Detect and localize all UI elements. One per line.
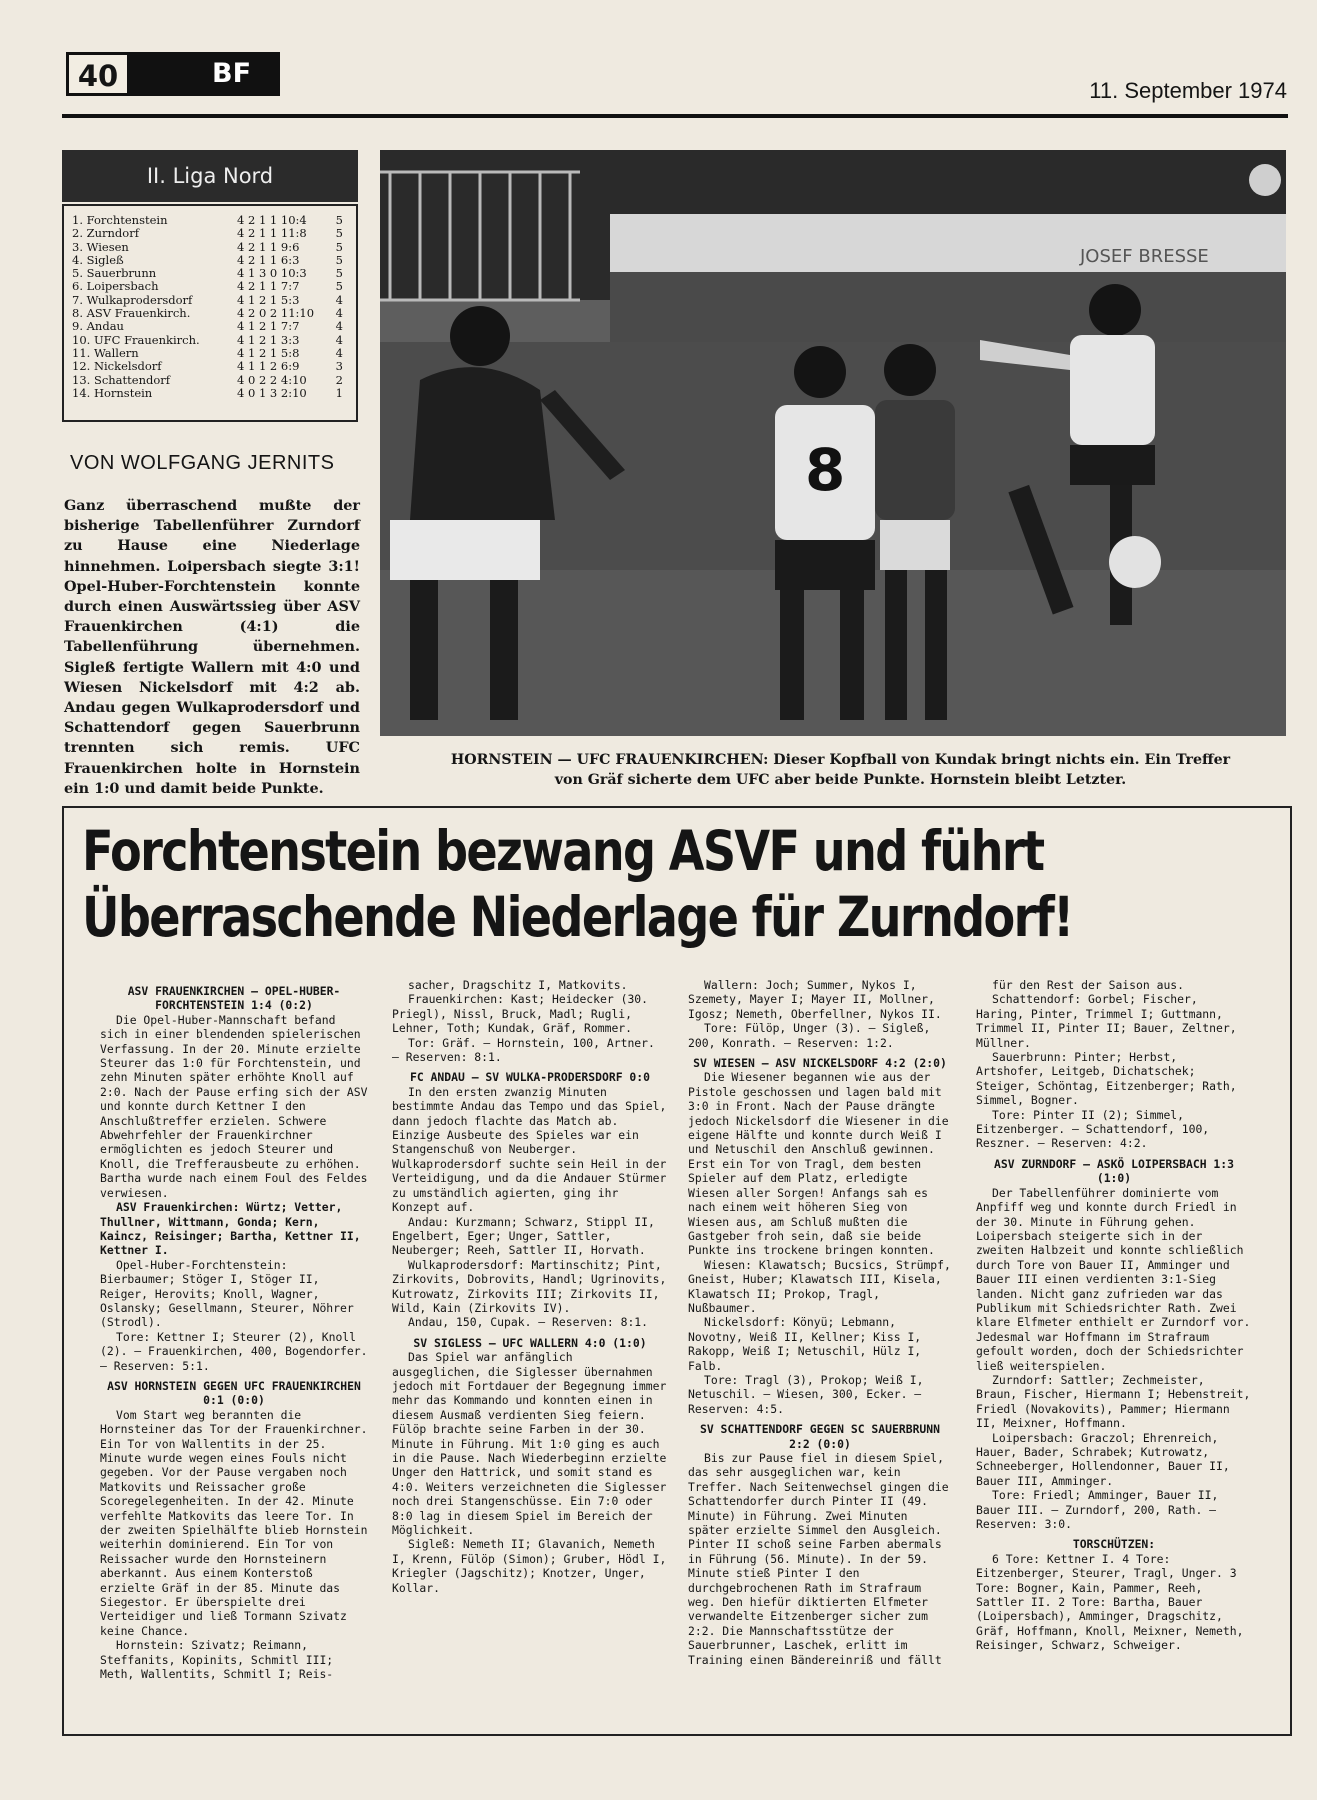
paragraph: Die Wiesener begannen wie aus der Pistole geschossen und lagen bald mit 3:0 in Front. Nach der Pause drängte jedoch Nickelsdorf die Wiesener in die eigene Hälfte und konnte durch Weiß I und Netuschil den Anschluß gewinnen. Erst ein Tor von Tragl, dem besten Spieler auf dem Platz, erledigte Wiesen aller Sorgen! Anfangs sah es nach einem weit höheren Sieg von Wiesen aus, am Schluß mußten die Gastgeber froh sein, daß sie beide Punkte ins trockene bringen konnten. (688, 1070, 949, 1258)
standings-row (72, 387, 348, 400)
photo-caption (388, 750, 1293, 790)
standings-row (72, 267, 348, 280)
team-record: 4 1 2 1 5:8 (237, 345, 300, 360)
lineup: ASV Frauenkirchen: Würtz; Vetter, Thullner, Wittmann, Gonda; Kern, Kaincz, Reisinger; Bartha, Kettner II, Kettner I. (100, 1200, 361, 1258)
scorers-heading: TORSCHÜTZEN: (1072, 1537, 1156, 1552)
standings-row (72, 320, 348, 333)
team-record: 4 0 1 3 2:10 (237, 385, 307, 400)
paragraph: In den ersten zwanzig Minuten bestimmte Andau das Tempo und das Spiel, dann jedoch flachte das Match ab. Einzige Ausbeute des Spieles war ein Stangenschuß von Neuberger. Wulkaprodersdorf suchte sein Heil in der Verteidigung, und da die Andauer Stürmer zu umständlich agierten, ging ihr Konzept auf. (392, 1084, 667, 1215)
headline (82, 818, 1090, 950)
paragraph: Bis zur Pause fiel in diesem Spiel, das sehr ausgeglichen war, kein Treffer. Nach Seitenwechsel gingen die Schattendorfer durch Pinter II (49. Minute) in Führung. Zwei Minuten später erzielte Simmel den Ausgleich. Pinter II schoß seine Farben abermals in Führung (56. Minute). In der 59. Minute stieß Pinter I den durchgebrochenen Rath im Strafraum weg. Den hiefür diktierten Elfmeter verwandelte Eitzenberger sicher zum 2:2. Die Mannschaftsstütze der Sauerbrunner, Laschek, erlitt im Training einen Bändereinriß und fällt (688, 1451, 949, 1667)
standings-row (72, 214, 348, 227)
team-name: 13. Schattendorf (72, 373, 171, 387)
team-name: 14. Hornstein (72, 386, 153, 400)
lineup: Wallern: Joch; Summer, Nykos I, Szemety, Mayer I; Mayer II, Mollner, Igosz; Nemeth, Oberfellner, Nykos II. (688, 978, 942, 1021)
league-table-title: II. Liga Nord (62, 150, 358, 202)
page-number: 40 (66, 52, 130, 96)
lineup: Wiesen: Klawatsch; Bucsics, Strümpf, Gneist, Huber; Klawatsch III, Kisela, Klawatsch II; Prokop, Tragl, Nußbaumer. (688, 1257, 951, 1315)
team-points: 1 (335, 385, 343, 400)
team-name: 1. Forchtenstein (72, 214, 168, 227)
team-record: 4 2 0 2 11:10 (237, 306, 315, 321)
team-name: 11. Wallern (72, 346, 139, 360)
match-heading: SV SCHATTENDORF GEGEN SC SAUERBRUNN 2:2 (0:0) (699, 1422, 941, 1451)
goals-line: Andau, 150, Cupak. — Reserven: 8:1. (408, 1315, 649, 1330)
team-name: 6. Loipersbach (72, 280, 159, 294)
standings-row (72, 280, 348, 293)
team-record: 4 1 1 2 6:9 (237, 359, 300, 374)
match-photo-illustration (380, 150, 1286, 736)
lead-paragraph: Ganz überraschend mußte der bisherige Tabellenführer Zurndorf zu Hause eine Niederlage hinnehmen. Loipersbach siegte 3:1! Opel-Huber-Forchtenstein konnte durch einen Auswärtssieg über ASV Frauenkirchen (4:1) die Tabellenführung übernehmen. Sigleß fertigte Wallern mit 4:0 und Wiesen Nickelsdorf mit 4:2 ab. Andau gegen Wulkaprodersdorf und Schattendorf gegen Sauerbrunn trennten sich remis. UFC Frauenkirchen holte in Hornstein ein 1:0 und damit beide Punkte. (64, 497, 360, 797)
lineup: Sigleß: Nemeth II; Glavanich, Nemeth I, Krenn, Fülöp (Simon); Gruber, Hödl I, Kriegler (Jagschitz); Knotzer, Unger, Kollar. (392, 1537, 667, 1595)
team-name: 9. Andau (72, 320, 124, 334)
team-name: 8. ASV Frauenkirch. (72, 307, 191, 321)
lineup: Andau: Kurzmann; Schwarz, Stippl II, Engelbert, Eger; Unger, Sattler, Neuberger; Reeh, Sattler II, Horvath. (392, 1214, 655, 1258)
lineup: Zurndorf: Sattler; Zechmeister, Braun, Fischer, Hiermann I; Hebenstreit, Friedl (Novakovits), Pammer; Hiermann II, Meixner, Hoffmann. (976, 1372, 1251, 1431)
scorers-list: 6 Tore: Kettner I. 4 Tore: Eitzenberger, Steurer, Tragl, Unger. 3 Tore: Bogner, Kain, Pammer, Reeh, Sattler II. 2 Tore: Bartha, Bauer (Loipersbach), Amminger, Dragschitz, Gräf, Hoffmann, Knoll, Meixner, Nemeth, Reisinger, Schwarz, Schweiger. (976, 1551, 1244, 1653)
match-heading: ASV ZURNDORF — ASKÖ LOIPERSBACH 1:3 (1:0) (993, 1156, 1235, 1186)
team-record: 4 1 2 1 3:3 (237, 332, 300, 347)
lineup: Frauenkirchen: Kast; Heidecker (30. Priegl), Nissl, Bruck, Madl; Rugli, Lehner, Toth; Kundak, Gräf, Rommer. (392, 992, 649, 1036)
paragraph: Der Tabellenführer dominierte vom Anpfiff weg und konnte durch Friedl in der 30. Minute in Führung gehen. Loipersbach steigerte sich in der zweiten Halbzeit und konnte schließlich durch Tore von Bauer II, Amminger und Bauer III einen verdienten 3:1-Sieg landen. Nicht ganz zufrieden war das Publikum mit Schiedsrichter Rath. Zwei klare Elfmeter enthielt er Zurndorf vor. Jedesmal war Hoffmann im Strafraum gefoult worden, doch der Schiedsrichter ließ weiterspielen. (976, 1185, 1251, 1373)
lineup: Schattendorf: Gorbel; Fischer, Haring, Pinter, Trimmel I; Guttmann, Trimmel II, Pinter II; Bauer, Zeltner, Müllner. (976, 992, 1237, 1050)
paragraph: Die Opel-Huber-Mannschaft befand sich in einer blendenden spielerischen Verfassung. In der 20. Minute erzielte Steurer das 1:0 für Forchtenstein, und zehn Minuten später erhöhte Knoll auf 2:0. Nach der Pause erfing sich der ASV und konnte durch Kettner I den Anschlußtreffer erzielen. Schwere Abwehrfehler der Frauenkirchner ermöglichten es jedoch Steurer und Knoll, die Trefferausbeute zu erhöhen. Bartha wurde nach einem Foul des Feldes verwiesen. (100, 1012, 368, 1200)
team-record: 4 0 2 2 4:10 (237, 372, 307, 387)
standings-row (72, 374, 348, 387)
goals-line: Tore: Pinter II (2); Simmel, Eitzenberger. — Schattendorf, 100, Reszner. — Reserven: 4:2. (976, 1107, 1210, 1151)
team-points: 4 (335, 306, 343, 321)
goals-line: Tore: Fülöp, Unger (3). — Sigleß, 200, Konrath. — Reserven: 1:2. (688, 1021, 931, 1050)
standings-row (72, 334, 348, 347)
football (1109, 536, 1161, 588)
team-record: 4 2 1 1 11:8 (237, 226, 307, 241)
author-byline: VON WOLFGANG JERNITS (70, 452, 335, 474)
svg-text:8: 8 (805, 436, 846, 504)
team-record: 4 2 1 1 6:3 (237, 252, 300, 267)
photo-caption-line-2: von Gräf sicherte dem UFC aber beide Punkte. Hornstein bleibt Letzter. (554, 772, 1127, 788)
standings-row (72, 227, 348, 240)
match-heading: ASV HORNSTEIN GEGEN UFC FRAUENKIRCHEN 0:1 (0:0) (107, 1378, 361, 1408)
team-points: 4 (335, 319, 343, 334)
headline-line-1: Forchtenstein bezwang ASVF und führt (82, 819, 1044, 883)
team-points: 5 (335, 213, 343, 227)
team-points: 4 (335, 332, 343, 347)
standings-row (72, 254, 348, 267)
stadium-banner-text: JOSEF BRESSE (1080, 246, 1209, 267)
section-label: BF (130, 52, 280, 96)
standings-row (72, 241, 348, 254)
goals-line: Tor: Gräf. — Hornstein, 100, Artner. — Reserven: 8:1. (392, 1035, 655, 1065)
header-rule (62, 114, 1288, 118)
team-name: 3. Wiesen (72, 240, 129, 254)
team-points: 4 (335, 292, 343, 307)
article-column-3 (688, 978, 952, 1667)
team-name: 12. Nickelsdorf (72, 360, 162, 374)
match-heading: FC ANDAU — SV WULKA-PRODERSDORF 0:0 (409, 1070, 651, 1085)
standings-row (72, 307, 348, 320)
team-record: 4 2 1 1 7:7 (237, 279, 300, 294)
headline-line-2: Überraschende Niederlage für Zurndorf! (82, 885, 1073, 949)
ball-in-sky (1249, 164, 1281, 196)
team-record: 4 2 1 1 9:6 (237, 239, 300, 254)
team-record: 4 1 2 1 7:7 (237, 319, 300, 334)
team-name: 5. Sauerbrunn (72, 267, 157, 281)
paragraph: Vom Start weg berannten die Hornsteiner das Tor der Frauenkirchner. Ein Tor von Wallentits in der 25. Minute wurde wegen eines Fouls nicht gegeben. Vor der Pause vergaben noch Matkovits und Reissacher große Scoregelegenheiten. In der 42. Minute verfehlte Matkovits das leere Tor. In der zweiten Spielhälfte blieb Hornstein weiterhin dominierend. Ein Tor von Reissacher wurde den Hornsteinern aberkannt. Aus einem Konterstoß erzielte Gräf in der 85. Minute das Siegestor. Er überspielte drei Verteidiger und ließ Tormann Szivatz keine Chance. (100, 1407, 368, 1638)
team-points: 5 (335, 239, 343, 254)
team-points: 5 (335, 252, 343, 267)
standings-row (72, 347, 348, 360)
team-name: 2. Zurndorf (72, 227, 139, 241)
lineup: Nickelsdorf: Könyü; Lebmann, Novotny, Weiß II, Kellner; Kiss I, Rakopp, Weiß I; Netuschil, Hülz I, Falb. (688, 1315, 922, 1373)
match-heading: SV WIESEN — ASV NICKELSDORF 4:2 (2:0) (693, 1056, 947, 1071)
team-name: 7. Wulkaprodersdorf (72, 293, 193, 307)
team-points: 5 (335, 266, 343, 281)
standings-row (72, 294, 348, 307)
paragraph: für den Rest der Saison aus. (992, 978, 1185, 992)
lineup: Sauerbrunn: Pinter; Herbst, Artshofer, Leitgeb, Dichatschek; Steiger, Schöntag, Eitzenberger; Rath, Simmel, Bogner. (976, 1050, 1237, 1108)
lineup: Opel-Huber-Forchtenstein: Bierbaumer; Stöger I, Stöger II, Reiger, Herovits; Knoll, Wagner, Oslansky; Gesellmann, Steurer, Nöhrer (Strodl). (100, 1257, 354, 1330)
paragraph: Das Spiel war anfänglich ausgeglichen, die Siglesser übernahmen jedoch mit Fortdauer der Begegnung immer mehr das Kommando und konnten einen in diesem Ausmaß verdienten Sieg feiern. Fülöp brachte seine Farben in der 30. Minute in Führung. Mit 1:0 ging es auch in die Pause. Nach Wiederbeginn erzielte Unger den Hattrick, und somit stand es 4:0. Weiters verzeichneten die Siglesser noch drei Stangenschüsse. Ein 7:0 oder 8:0 lag in diesem Spiel im Bereich der Möglichkeit. (392, 1350, 667, 1538)
team-name: 4. Sigleß (72, 253, 124, 267)
lineup: Loipersbach: Graczol; Ehrenreich, Hauer, Bader, Schrabek; Kutrowatz, Schneeberger, Hollendonner, Bauer II, Bauer III, Amminger. (976, 1430, 1230, 1488)
team-points: 4 (335, 345, 343, 360)
standings-row (72, 360, 348, 373)
article-column-4 (976, 978, 1252, 1653)
team-record: 4 2 1 1 10:4 (237, 213, 307, 227)
lineup: sacher, Dragschitz I, Matkovits. (408, 978, 628, 992)
article-column-2 (392, 978, 668, 1595)
issue-date: 11. September 1974 (1089, 78, 1287, 103)
team-points: 2 (335, 372, 343, 387)
league-table (62, 204, 358, 422)
team-record: 4 1 3 0 10:3 (237, 266, 307, 281)
goals-line: Tore: Kettner I; Steurer (2), Knoll (2). — Frauenkirchen, 400, Bogendorfer. — Reserven: 5:1. (100, 1329, 368, 1373)
team-name: 10. UFC Frauenkirch. (72, 333, 200, 347)
goals-line: Tore: Friedl; Amminger, Bauer II, Bauer III. — Zurndorf, 200, Rath. — Reserven: 3:0. (976, 1488, 1219, 1532)
match-photo (380, 150, 1286, 736)
team-points: 3 (335, 359, 343, 374)
match-heading: SV SIGLESS — UFC WALLERN 4:0 (1:0) (413, 1335, 647, 1350)
photo-caption-line-1: HORNSTEIN — UFC FRAUENKIRCHEN: Dieser Kopfball von Kundak bringt nichts ein. Ein Treffer (450, 752, 1231, 768)
lineup: Hornstein: Szivatz; Reimann, Steffanits, Kopinits, Schmitl III; Meth, Wallentits, Schmitl I; Reis- (100, 1638, 334, 1682)
match-heading: ASV FRAUENKIRCHEN — OPEL-HUBER-FORCHTENSTEIN 1:4 (0:2) (127, 984, 341, 1013)
team-record: 4 1 2 1 5:3 (237, 292, 300, 307)
article-column-1 (100, 978, 368, 1682)
team-points: 5 (335, 226, 343, 241)
lineup: Wulkaprodersdorf: Martinschitz; Pint, Zirkovits, Dobrovits, Handl; Ugrinovits, Kutrowatz, Zirkovits III; Zirkovits II, Wild, Kain (Zirkovits IV). (392, 1257, 667, 1315)
goals-line: Tore: Tragl (3), Prokop; Weiß I, Netuschil. — Wiesen, 300, Ecker. — Reserven: 4:5. (688, 1372, 924, 1416)
team-points: 5 (335, 279, 343, 294)
